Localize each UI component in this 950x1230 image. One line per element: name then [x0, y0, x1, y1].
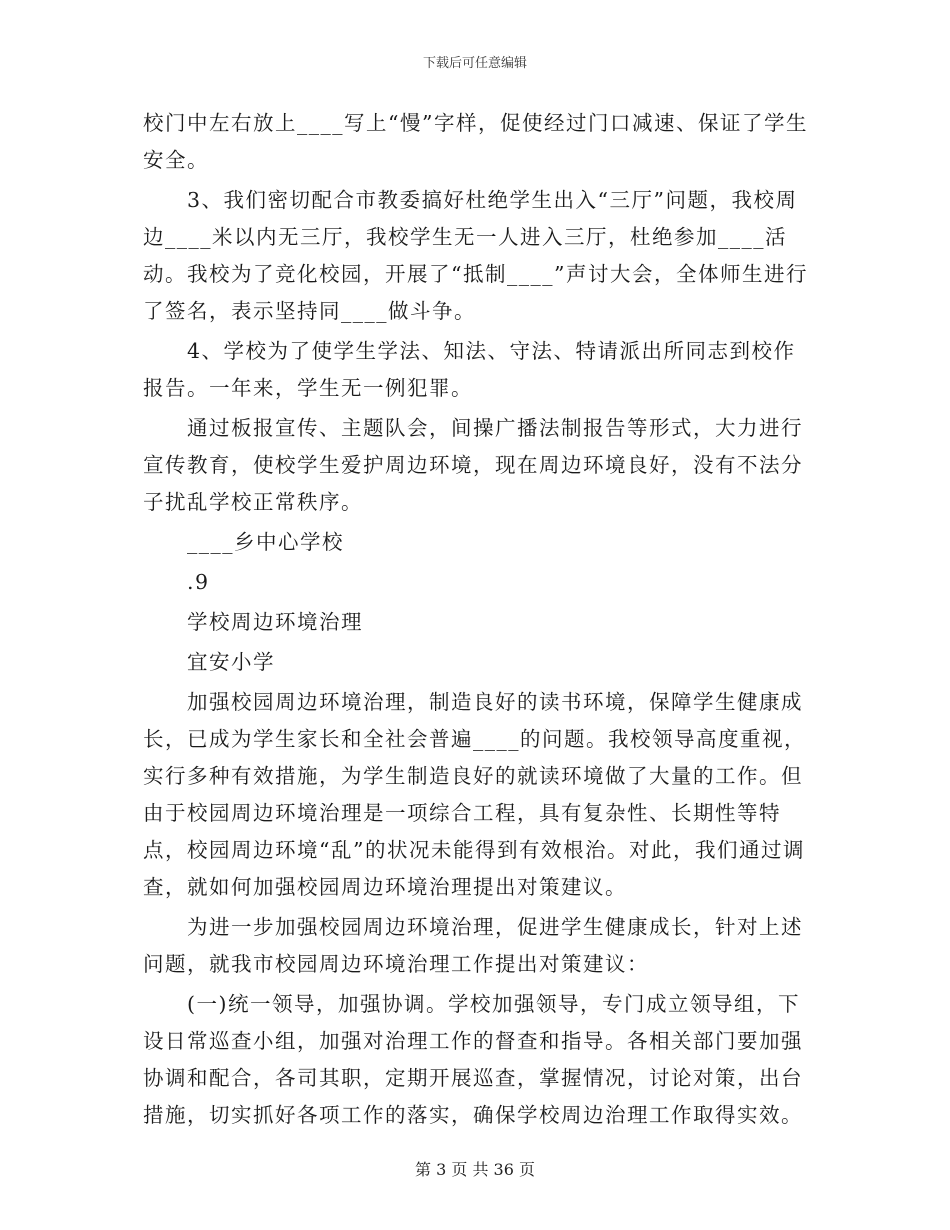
paragraph-2: 3、我们密切配合市教委搞好杜绝学生出入“三厅”问题，我校周边____米以内无三厅，我校学生无一人进入三厅，杜绝参加____活动。我校为了竞化校园，开展了“抵制____”声讨大会，全体师生进行了签名，表示坚持同____做斗争。 [143, 188, 808, 323]
document-body [143, 105, 813, 1134]
signature-date: .9 [187, 570, 210, 594]
signature-school: ____乡中心学校 [187, 530, 344, 554]
paragraph-9: 加强校园周边环境治理，制造良好的读书环境，保障学生健康成长，已成为学生家长和全社会普遍____的问题。我校领导高度重视，实行多种有效措施，为学生制造良好的就读环境做了大量的工作。但由于校园周边环境治理是一项综合工程，具有复杂性、长期性等特点，校园周边环境“乱”的状况未能得到有效根治。对此，我们通过调查，就如何加强校园周边环境治理提出对策建议。 [143, 690, 806, 899]
page-header: 下载后可任意编辑 [422, 56, 527, 71]
paragraph-3: 4、学校为了使学生学法、知法、守法、特请派出所同志到校作报告。一年来，学生无一例犯罪。 [143, 339, 796, 400]
page-footer: 第 3 页 共 36 页 [415, 1160, 535, 1179]
paragraph-11: (一)统一领导，加强协调。学校加强领导，专门成立领导组，下设日常巡查小组，加强对治理工作的督查和指导。各相关部门要加强协调和配合，各司其职，定期开展巡查，掌握情况，讨论对策，出台措施，切实抓好各项工作的落实，确保学校周边治理工作取得实效。 [143, 992, 803, 1127]
section-title: 学校周边环境治理 [187, 610, 363, 634]
paragraph-4: 通过板报宣传、主题队会，间操广播法制报告等形式，大力进行宣传教育，使校学生爱护周边环境，现在周边环境良好，没有不法分子扰乱学校正常秩序。 [143, 416, 803, 514]
paragraph-10: 为进一步加强校园周边环境治理，促进学生健康成长，针对上述问题，就我市校园周边环境治理工作提出对策建议： [143, 915, 803, 976]
paragraph-1: 校门中左右放上____写上“慢”字样，促使经过门口减速、保证了学生安全。 [143, 111, 808, 172]
section-author: 宜安小学 [187, 650, 275, 674]
